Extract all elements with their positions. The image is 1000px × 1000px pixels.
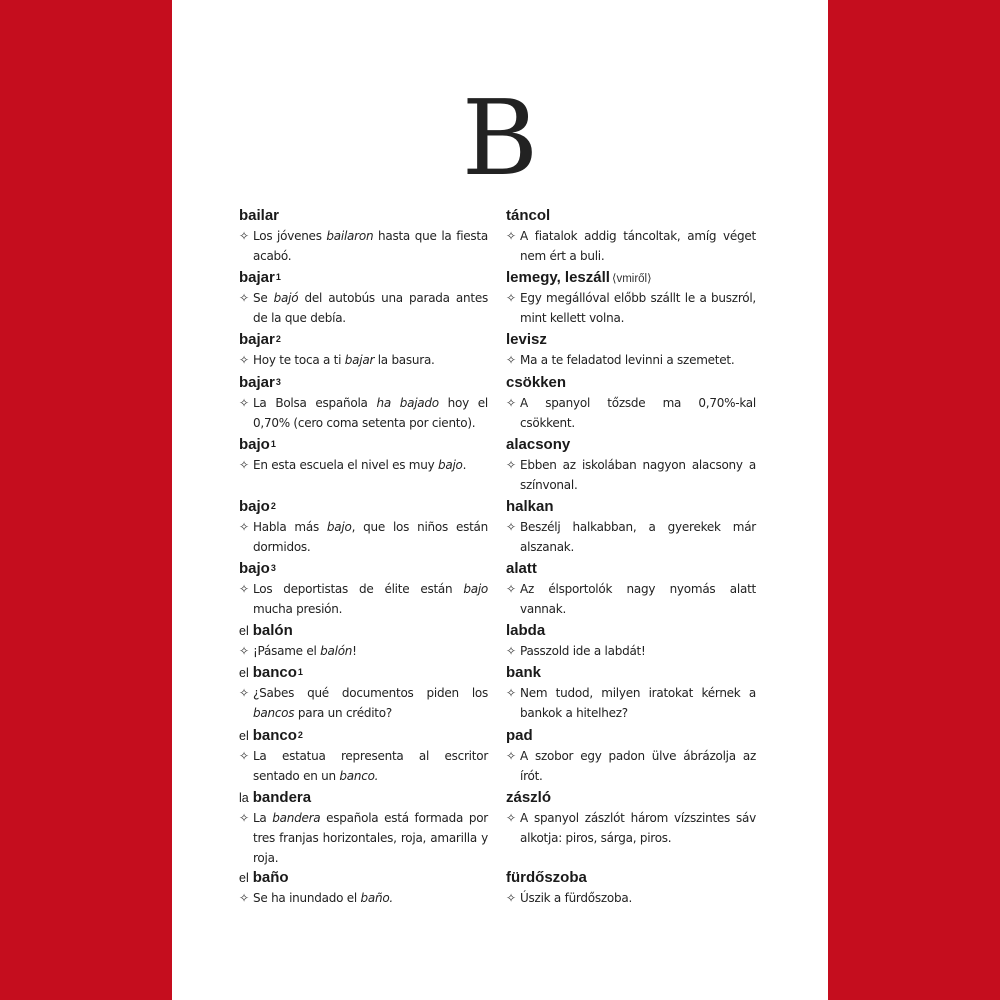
entry-hungarian bbox=[506, 663, 756, 723]
example-marker-icon: ✧ bbox=[506, 520, 516, 534]
translation bbox=[506, 497, 756, 517]
example-text: hoy el 0,70% (cero coma setenta por ciento). bbox=[253, 396, 488, 430]
example-sentence bbox=[239, 350, 488, 370]
entry-hungarian bbox=[506, 621, 756, 661]
entry-hungarian bbox=[506, 330, 756, 370]
example-text: ! bbox=[352, 644, 357, 658]
headword bbox=[239, 330, 488, 350]
entry-spanish bbox=[239, 497, 488, 557]
example-text: ¡Pásame el bbox=[253, 644, 321, 658]
headword bbox=[239, 435, 488, 455]
example-sentence bbox=[506, 517, 756, 557]
example-text: Se ha inundado el bbox=[253, 891, 361, 905]
entry-spanish bbox=[239, 868, 488, 908]
headword bbox=[239, 868, 488, 888]
example-marker-icon: ✧ bbox=[506, 686, 516, 700]
example-marker-icon: ✧ bbox=[239, 458, 249, 472]
headword-text: bajar bbox=[239, 269, 275, 286]
sense-number: 2 bbox=[297, 730, 303, 740]
example-text: . bbox=[462, 458, 467, 472]
example-marker-icon: ✧ bbox=[506, 644, 516, 658]
headword-text: banco bbox=[252, 664, 297, 681]
example-sentence bbox=[506, 393, 756, 433]
example-text: La estatua representa al escritor sentado en un bbox=[253, 749, 488, 783]
example-marker-icon: ✧ bbox=[239, 686, 249, 700]
example-sentence bbox=[506, 288, 756, 328]
sense-number: 3 bbox=[275, 377, 281, 387]
example-text: La bbox=[253, 811, 273, 825]
headword bbox=[239, 663, 488, 683]
translation bbox=[506, 330, 756, 350]
example-text: del autobús una parada antes de la que debía. bbox=[253, 291, 488, 325]
example-text: Ebben az iskolában nagyon alacsony a színvonal. bbox=[520, 458, 756, 492]
example-text: mucha presión. bbox=[253, 602, 343, 616]
entry-spanish bbox=[239, 330, 488, 370]
example-marker-icon: ✧ bbox=[239, 582, 249, 596]
example-marker-icon: ✧ bbox=[239, 396, 249, 410]
translation-text: fürdőszoba bbox=[506, 869, 587, 886]
example-sentence bbox=[506, 350, 756, 370]
article: el bbox=[239, 624, 249, 638]
entry-hungarian bbox=[506, 268, 756, 328]
sense-number: 1 bbox=[270, 439, 276, 449]
example-text: Az élsportolók nagy nyomás alatt vannak. bbox=[520, 582, 756, 616]
example-text: la basura. bbox=[374, 353, 435, 367]
headword bbox=[239, 206, 488, 226]
example-text: Se bbox=[253, 291, 274, 305]
translation bbox=[506, 268, 756, 288]
example-text: Úszik a fürdőszoba. bbox=[520, 891, 633, 905]
example-keyword: bajó bbox=[273, 291, 299, 305]
translation-text: zászló bbox=[506, 789, 552, 806]
translation-text: halkan bbox=[506, 498, 554, 515]
example-marker-icon: ✧ bbox=[506, 229, 516, 243]
example-sentence bbox=[506, 579, 756, 619]
example-text: A szobor egy padon ülve ábrázolja az írót. bbox=[520, 749, 756, 783]
example-text: Nem tudod, milyen iratokat kérnek a bankok a hitelhez? bbox=[520, 686, 756, 720]
entry-hungarian bbox=[506, 497, 756, 557]
example-keyword: bancos bbox=[253, 706, 295, 720]
translation-text: bank bbox=[506, 664, 542, 681]
example-marker-icon: ✧ bbox=[239, 229, 249, 243]
example-sentence bbox=[239, 683, 488, 723]
headword bbox=[239, 726, 488, 746]
example-sentence bbox=[239, 888, 488, 908]
example-text: Ma a te feladatod levinni a szemetet. bbox=[520, 353, 735, 367]
example-marker-icon: ✧ bbox=[506, 291, 516, 305]
example-marker-icon: ✧ bbox=[506, 891, 516, 905]
example-keyword: bajar bbox=[344, 353, 375, 367]
example-text: A spanyol tőzsde ma 0,70%-kal csökkent. bbox=[520, 396, 756, 430]
headword-text: bandera bbox=[252, 789, 312, 806]
sense-number: 1 bbox=[275, 272, 281, 282]
entry-spanish bbox=[239, 726, 488, 786]
translation bbox=[506, 206, 756, 226]
example-sentence bbox=[239, 455, 488, 475]
example-marker-icon: ✧ bbox=[239, 749, 249, 763]
headword-text: bajo bbox=[239, 498, 270, 515]
translation bbox=[506, 559, 756, 579]
example-text: Habla más bbox=[253, 520, 327, 534]
example-sentence bbox=[239, 579, 488, 619]
article: la bbox=[239, 791, 249, 805]
example-sentence bbox=[239, 288, 488, 328]
example-sentence bbox=[239, 746, 488, 786]
translation-text: pad bbox=[506, 727, 533, 744]
headword-text: balón bbox=[252, 622, 293, 639]
example-sentence bbox=[506, 226, 756, 266]
translation bbox=[506, 621, 756, 641]
headword-text: bajar bbox=[239, 331, 275, 348]
section-letter: B bbox=[461, 77, 539, 199]
example-sentence bbox=[506, 746, 756, 786]
usage-context: ⟨vmiről⟩ bbox=[611, 273, 652, 285]
translation bbox=[506, 435, 756, 455]
example-text: A spanyol zászlót három vízszintes sáv alkotja: piros, sárga, piros. bbox=[520, 811, 756, 845]
example-text: En esta escuela el nivel es muy bbox=[253, 458, 438, 472]
example-sentence bbox=[239, 517, 488, 557]
article: el bbox=[239, 871, 249, 885]
article: el bbox=[239, 729, 249, 743]
translation-text: alacsony bbox=[506, 436, 571, 453]
example-keyword: bajo bbox=[326, 520, 352, 534]
example-keyword: bandera bbox=[272, 811, 321, 825]
example-sentence bbox=[239, 226, 488, 266]
example-text: La Bolsa española bbox=[253, 396, 377, 410]
entry-spanish bbox=[239, 435, 488, 475]
example-marker-icon: ✧ bbox=[239, 811, 249, 825]
headword bbox=[239, 559, 488, 579]
entry-spanish bbox=[239, 559, 488, 619]
example-keyword: balón bbox=[320, 644, 353, 658]
headword bbox=[239, 373, 488, 393]
translation bbox=[506, 868, 756, 888]
sense-number: 2 bbox=[270, 501, 276, 511]
example-sentence bbox=[506, 641, 756, 661]
example-text: Hoy te toca a ti bbox=[253, 353, 345, 367]
example-marker-icon: ✧ bbox=[239, 644, 249, 658]
translation-text: csökken bbox=[506, 374, 567, 391]
example-marker-icon: ✧ bbox=[239, 353, 249, 367]
translation-text: táncol bbox=[506, 207, 551, 224]
example-text: Passzold ide a labdát! bbox=[520, 644, 646, 658]
entry-spanish bbox=[239, 268, 488, 328]
example-marker-icon: ✧ bbox=[506, 582, 516, 596]
example-sentence bbox=[506, 683, 756, 723]
example-keyword: bailaron bbox=[326, 229, 374, 243]
example-marker-icon: ✧ bbox=[506, 458, 516, 472]
example-keyword: ha bajado bbox=[376, 396, 439, 410]
example-text: hasta que la fiesta acabó. bbox=[253, 229, 488, 263]
entry-hungarian bbox=[506, 868, 756, 908]
entry-spanish bbox=[239, 206, 488, 266]
example-text: Egy megállóval előbb szállt le a buszról, mint kellett volna. bbox=[520, 291, 756, 325]
example-keyword: banco. bbox=[339, 769, 379, 783]
entry-spanish bbox=[239, 373, 488, 433]
entry-spanish bbox=[239, 663, 488, 723]
example-text: ¿Sabes qué documentos piden los bbox=[253, 686, 488, 700]
example-marker-icon: ✧ bbox=[506, 749, 516, 763]
headword bbox=[239, 268, 488, 288]
entry-hungarian bbox=[506, 206, 756, 266]
translation-text: levisz bbox=[506, 331, 547, 348]
entry-spanish bbox=[239, 621, 488, 661]
example-marker-icon: ✧ bbox=[239, 520, 249, 534]
headword-text: banco bbox=[252, 727, 297, 744]
example-marker-icon: ✧ bbox=[506, 811, 516, 825]
example-sentence bbox=[239, 393, 488, 433]
example-sentence bbox=[239, 641, 488, 661]
sense-number: 3 bbox=[270, 563, 276, 573]
translation bbox=[506, 663, 756, 683]
example-sentence bbox=[506, 888, 756, 908]
headword-text: bajo bbox=[239, 436, 270, 453]
example-text: Beszélj halkabban, a gyerekek már alszanak. bbox=[520, 520, 756, 554]
sense-number: 2 bbox=[275, 334, 281, 344]
example-keyword: bajo bbox=[463, 582, 488, 596]
translation-text: lemegy, leszáll bbox=[506, 269, 610, 286]
entry-hungarian bbox=[506, 726, 756, 786]
headword bbox=[239, 788, 488, 808]
example-text: A fiatalok addig táncoltak, amíg véget nem ért a buli. bbox=[520, 229, 756, 263]
example-keyword: bajo bbox=[438, 458, 463, 472]
example-marker-icon: ✧ bbox=[239, 891, 249, 905]
example-keyword: baño. bbox=[360, 891, 393, 905]
example-text: española está formada por tres franjas horizontales, roja, amarilla y roja. bbox=[253, 811, 488, 865]
entry-hungarian bbox=[506, 559, 756, 619]
sense-number: 1 bbox=[297, 667, 303, 677]
entry-hungarian bbox=[506, 435, 756, 495]
translation-text: alatt bbox=[506, 560, 537, 577]
example-marker-icon: ✧ bbox=[239, 291, 249, 305]
headword bbox=[239, 497, 488, 517]
example-text: Los jóvenes bbox=[253, 229, 327, 243]
article: el bbox=[239, 666, 249, 680]
example-sentence bbox=[506, 808, 756, 848]
headword-text: bajar bbox=[239, 374, 275, 391]
entry-hungarian bbox=[506, 788, 756, 848]
headword bbox=[239, 621, 488, 641]
headword-text: bailar bbox=[239, 207, 280, 224]
example-marker-icon: ✧ bbox=[506, 396, 516, 410]
translation bbox=[506, 726, 756, 746]
translation bbox=[506, 373, 756, 393]
translation-text: labda bbox=[506, 622, 546, 639]
example-sentence bbox=[506, 455, 756, 495]
example-text: , que los niños están dormidos. bbox=[253, 520, 488, 554]
example-text: Los deportistas de élite están bbox=[253, 582, 464, 596]
headword-text: baño bbox=[252, 869, 289, 886]
example-marker-icon: ✧ bbox=[506, 353, 516, 367]
entry-spanish bbox=[239, 788, 488, 868]
example-text: para un crédito? bbox=[294, 706, 392, 720]
example-sentence bbox=[239, 808, 488, 868]
entry-hungarian bbox=[506, 373, 756, 433]
headword-text: bajo bbox=[239, 560, 270, 577]
translation bbox=[506, 788, 756, 808]
